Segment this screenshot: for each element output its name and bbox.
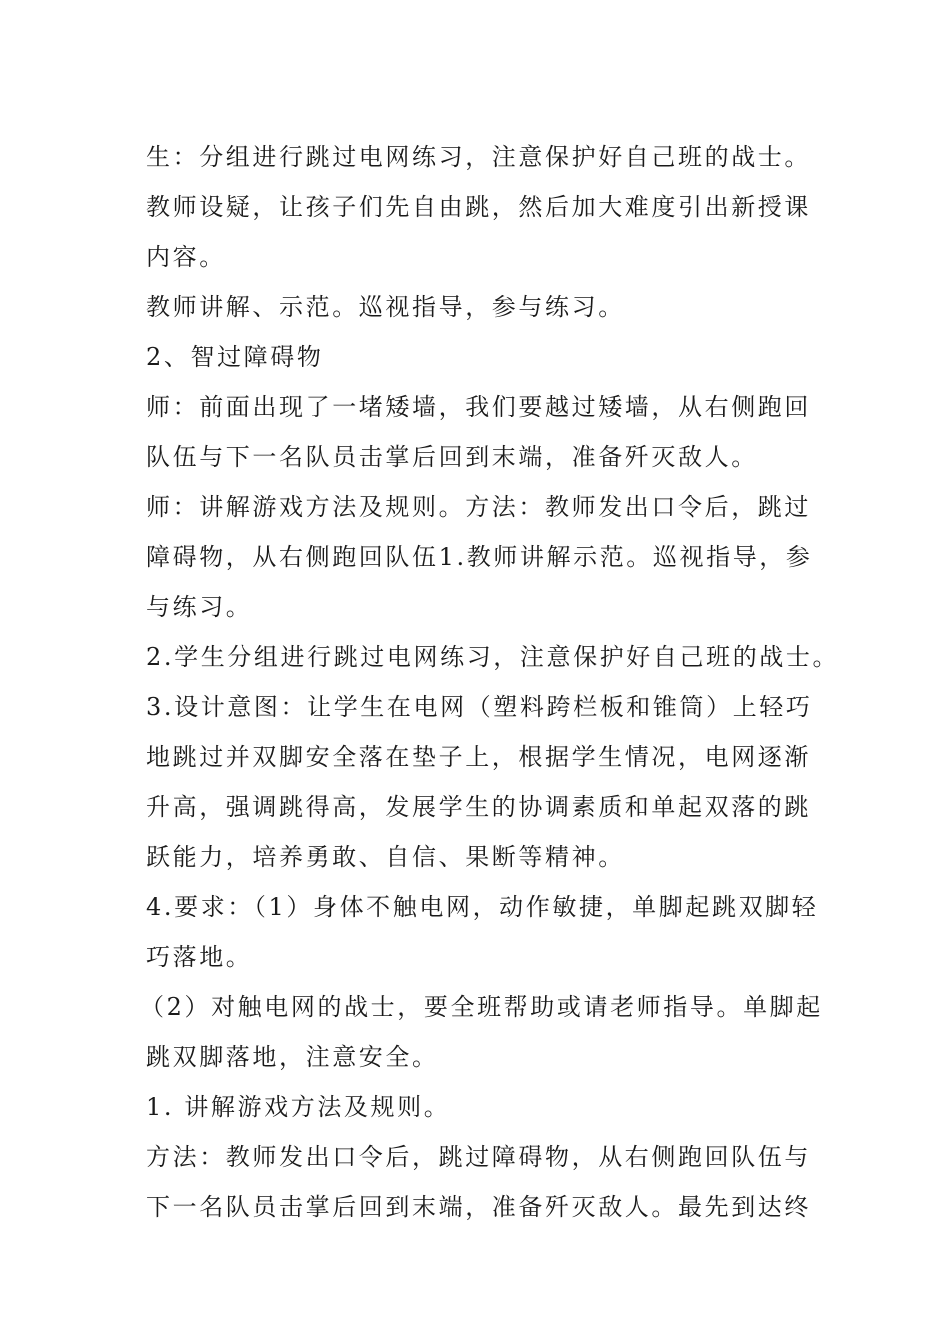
- text-line: 2.学生分组进行跳过电网练习，注意保护好自己班的战士。: [146, 643, 840, 671]
- text-line: 3.设计意图：让学生在电网（塑料跨栏板和锥筒）上轻巧: [146, 693, 813, 721]
- text-line: 巧落地。: [146, 943, 253, 971]
- text-line: 内容。: [146, 243, 226, 271]
- document-body: [140, 132, 840, 1232]
- section-heading: 2、智过障碍物: [146, 343, 324, 371]
- text-line: 障碍物，从右侧跑回队伍1.教师讲解示范。巡视指导，参: [146, 543, 813, 571]
- text-line: 教师讲解、示范。巡视指导，参与练习。: [146, 293, 625, 321]
- text-line: 跃能力，培养勇敢、自信、果断等精神。: [146, 843, 625, 871]
- text-line: 队伍与下一名队员击掌后回到末端，准备歼灭敌人。: [146, 443, 758, 471]
- text-line: 生：分组进行跳过电网练习，注意保护好自己班的战士。: [146, 143, 811, 171]
- text-line: 方法：教师发出口令后，跳过障碍物，从右侧跑回队伍与: [146, 1143, 811, 1171]
- text-line: 师：前面出现了一堵矮墙，我们要越过矮墙，从右侧跑回: [146, 393, 811, 421]
- text-line: 升高，强调跳得高，发展学生的协调素质和单起双落的跳: [146, 793, 811, 821]
- text-line: （2）对触电网的战士，要全班帮助或请老师指导。单脚起: [140, 993, 823, 1021]
- text-line: 师：讲解游戏方法及规则。方法：教师发出口令后，跳过: [146, 493, 811, 521]
- text-line: 4.要求：（1）身体不触电网，动作敏捷，单脚起跳双脚轻: [146, 893, 819, 921]
- text-line: 下一名队员击掌后回到末端，准备歼灭敌人。最先到达终: [146, 1193, 811, 1221]
- text-line: 1. 讲解游戏方法及规则。: [146, 1093, 451, 1121]
- text-line: 教师设疑，让孩子们先自由跳，然后加大难度引出新授课: [146, 193, 811, 221]
- text-line: 与练习。: [146, 593, 253, 621]
- text-line: 跳双脚落地，注意安全。: [146, 1043, 439, 1071]
- text-line: 地跳过并双脚安全落在垫子上，根据学生情况，电网逐渐: [146, 743, 811, 771]
